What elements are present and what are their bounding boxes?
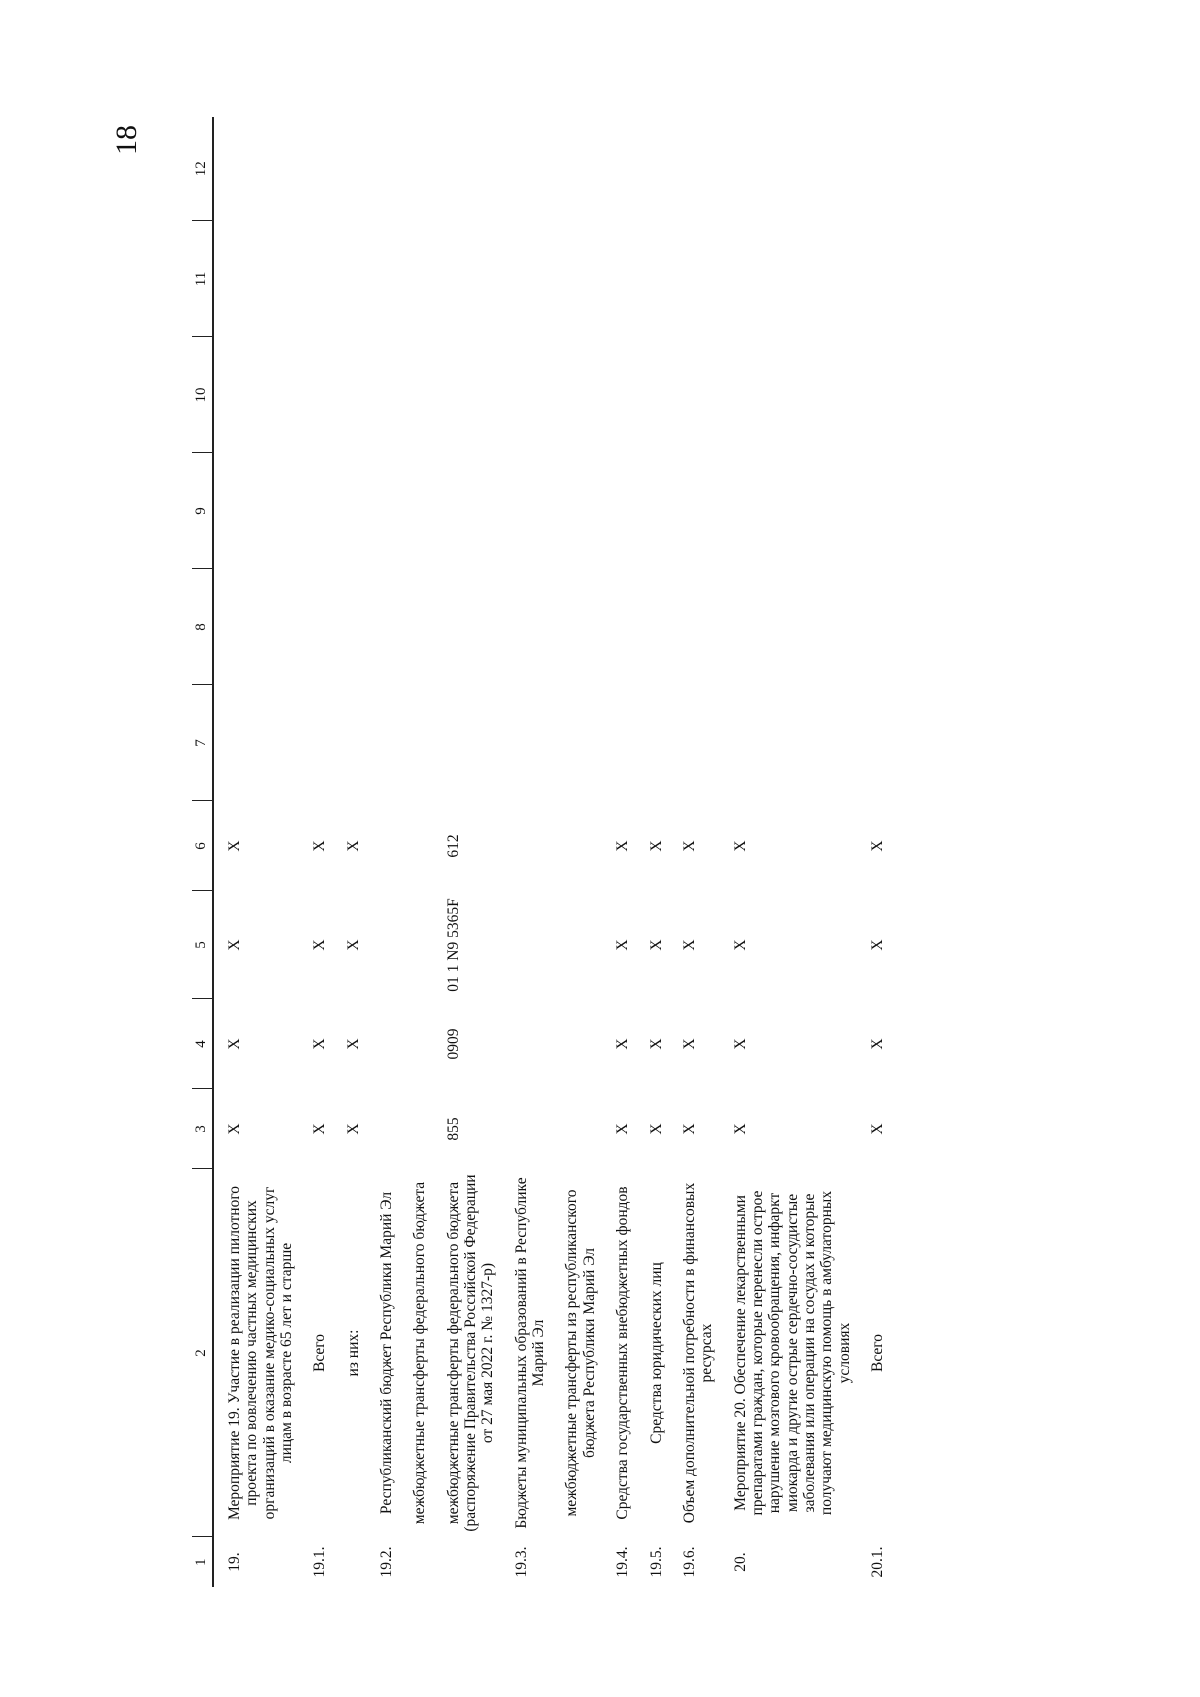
cell-col-5: X [647,939,665,951]
cell-col-3: X [869,1123,887,1135]
cell-col-11 [333,221,366,337]
cell-col-3 [551,1089,602,1169]
column-header-11: 11 [192,221,213,337]
cell-col-6: X [225,840,243,852]
cell-col-4 [399,999,432,1089]
cell-col-10 [299,337,332,453]
table-row [433,117,501,1587]
cell-col-5: X [344,939,362,951]
cell-col-5: X [680,939,698,951]
column-header-7: 7 [192,685,213,801]
cell-col-3 [399,1089,432,1169]
cell-col-12 [433,117,501,221]
cell-col-7 [299,685,332,801]
cell-col-11 [857,221,890,337]
cell-col-5 [399,891,432,999]
cell-col-3 [366,1089,399,1169]
cell-col-12 [602,117,635,221]
cell-col-3: X [344,1123,362,1135]
header-row [192,117,213,1587]
cell-col-4: 0909 [444,1028,462,1060]
table-row [551,117,602,1587]
cell-col-6: X [647,840,665,852]
table-body [213,117,891,1587]
cell-col-9 [299,453,332,569]
row-number: 19.5. [647,1546,665,1578]
cell-col-6: X [869,840,887,852]
cell-col-12 [720,117,858,221]
cell-col-12 [299,117,332,221]
row-number: 19.6. [680,1546,698,1578]
cell-col-4: X [869,1038,887,1050]
cell-col-9 [551,453,602,569]
cell-col-5: X [311,939,329,951]
row-label: Объем дополнительной потребности в финансовых ресурсах [680,1182,716,1524]
cell-col-10 [602,337,635,453]
column-header-4: 4 [192,999,213,1089]
cell-col-7 [333,685,366,801]
cell-col-10 [366,337,399,453]
row-label: из них: [344,1329,362,1377]
cell-col-8 [669,569,720,685]
table-row [501,117,552,1587]
table-row [299,117,332,1587]
column-header-9: 9 [192,453,213,569]
cell-col-10 [636,337,669,453]
cell-col-9 [636,453,669,569]
table-row [857,117,890,1587]
cell-col-10 [333,337,366,453]
cell-col-8 [501,569,552,685]
cell-col-4: X [647,1038,665,1050]
row-number: 20.1. [869,1546,887,1578]
cell-col-11 [213,221,299,337]
cell-col-12 [501,117,552,221]
cell-col-7 [366,685,399,801]
row-number: 19.3. [512,1546,530,1578]
table-header [192,117,213,1587]
cell-col-9 [213,453,299,569]
cell-col-12 [399,117,432,221]
cell-col-8 [433,569,501,685]
cell-col-6 [399,801,432,891]
cell-col-10 [399,337,432,453]
cell-col-10 [857,337,890,453]
cell-col-9 [366,453,399,569]
row-label: межбюджетные трансферты из республиканского бюджета Республики Марий Эл [563,1189,598,1517]
cell-col-6: X [680,840,698,852]
cell-col-5 [551,891,602,999]
cell-col-7 [669,685,720,801]
cell-col-7 [636,685,669,801]
cell-col-11 [433,221,501,337]
table-row [602,117,635,1587]
cell-col-8 [213,569,299,685]
cell-col-4: X [311,1038,329,1050]
table-row [399,117,432,1587]
column-header-2: 2 [192,1169,213,1537]
cell-col-6: X [731,840,749,852]
cell-col-5: X [869,939,887,951]
row-number: 19.4. [614,1546,632,1578]
row-number [333,1537,366,1587]
cell-col-4: X [344,1038,362,1050]
cell-col-7 [857,685,890,801]
column-header-5: 5 [192,891,213,999]
cell-col-5: 01 1 N9 5365F [444,898,462,992]
cell-col-11 [366,221,399,337]
row-label: Всего [311,1334,329,1373]
row-label: Республиканский бюджет Республики Марий Эл [377,1191,395,1515]
row-number: 20. [731,1552,749,1572]
cell-col-4: X [680,1038,698,1050]
budget-table [192,117,891,1587]
row-label: Бюджеты муниципальных образований в Республике Марий Эл [512,1177,548,1529]
row-label: Мероприятие 20. Обеспечение лекарственными препаратами граждан, которые перенесли острое нарушение мозгового кровообращения, инфаркт миокарда и другие острые сердечно-сосудистые заболевания или операции на сосудах и которые получают медицинскую помощь в амбулаторных условиях [731,1190,853,1516]
cell-col-10 [669,337,720,453]
row-number: 19. [225,1552,243,1572]
table-row [720,117,858,1587]
cell-col-11 [299,221,332,337]
row-label: Мероприятие 19. Участие в реализации пилотного проекта по вовлечению частных медицинских организаций в оказание медико-социальных услуг лицам в возрасте 65 лет и старше [225,1185,295,1521]
cell-col-6 [366,801,399,891]
table-row [333,117,366,1587]
cell-col-4 [551,999,602,1089]
cell-col-3: X [647,1123,665,1135]
cell-col-11 [399,221,432,337]
column-header-6: 6 [192,801,213,891]
cell-col-8 [636,569,669,685]
column-header-10: 10 [192,337,213,453]
cell-col-9 [602,453,635,569]
cell-col-9 [399,453,432,569]
cell-col-5: X [731,939,749,951]
cell-col-6: X [344,840,362,852]
cell-col-4: X [731,1038,749,1050]
row-label: Средства юридических лиц [647,1262,665,1444]
cell-col-11 [720,221,858,337]
cell-col-12 [366,117,399,221]
cell-col-11 [669,221,720,337]
cell-col-7 [399,685,432,801]
column-header-1: 1 [192,1537,213,1587]
cell-col-3: X [225,1123,243,1135]
cell-col-3: X [614,1123,632,1135]
cell-col-8 [399,569,432,685]
cell-col-9 [720,453,858,569]
cell-col-3: 855 [444,1117,462,1141]
page-number: 18 [110,125,143,155]
cell-col-9 [433,453,501,569]
cell-col-10 [213,337,299,453]
cell-col-7 [551,685,602,801]
cell-col-4: X [225,1038,243,1050]
row-label: межбюджетные трансферты федерального бюджета [411,1181,429,1525]
row-label: Всего [869,1334,887,1373]
column-header-3: 3 [192,1089,213,1169]
cell-col-12 [636,117,669,221]
cell-col-8 [366,569,399,685]
cell-col-10 [551,337,602,453]
cell-col-6 [501,801,552,891]
table-row [366,117,399,1587]
cell-col-5: X [225,939,243,951]
table-row [636,117,669,1587]
cell-col-5: X [614,939,632,951]
row-number [433,1537,501,1587]
cell-col-10 [720,337,858,453]
cell-col-3: X [311,1123,329,1135]
cell-col-8 [602,569,635,685]
cell-col-11 [551,221,602,337]
row-number [399,1537,432,1587]
cell-col-10 [501,337,552,453]
cell-col-7 [433,685,501,801]
cell-col-3 [501,1089,552,1169]
cell-col-11 [501,221,552,337]
cell-col-8 [857,569,890,685]
cell-col-9 [857,453,890,569]
cell-col-7 [213,685,299,801]
cell-col-11 [602,221,635,337]
cell-col-12 [213,117,299,221]
cell-col-10 [433,337,501,453]
row-label: межбюджетные трансферты федерального бюджета (распоряжение Правительства Российской Федерации от 27 мая 2022 г. № 1327-р) [444,1174,497,1532]
cell-col-6: X [614,840,632,852]
cell-col-7 [602,685,635,801]
column-header-12: 12 [192,117,213,221]
cell-col-4 [366,999,399,1089]
table-row [213,117,299,1587]
cell-col-8 [333,569,366,685]
cell-col-8 [299,569,332,685]
cell-col-12 [857,117,890,221]
cell-col-6: 612 [444,834,462,858]
table-row [669,117,720,1587]
row-label: Средства государственных внебюджетных фондов [614,1186,632,1520]
cell-col-7 [501,685,552,801]
cell-col-3: X [680,1123,698,1135]
cell-col-12 [551,117,602,221]
cell-col-4 [501,999,552,1089]
cell-col-6 [551,801,602,891]
cell-col-6: X [311,840,329,852]
cell-col-9 [333,453,366,569]
cell-col-9 [669,453,720,569]
cell-col-3: X [731,1123,749,1135]
cell-col-5 [366,891,399,999]
row-number [551,1537,602,1587]
cell-col-9 [501,453,552,569]
cell-col-4: X [614,1038,632,1050]
row-number: 19.2. [377,1546,395,1578]
cell-col-12 [333,117,366,221]
cell-col-8 [720,569,858,685]
cell-col-12 [669,117,720,221]
cell-col-7 [720,685,858,801]
cell-col-11 [636,221,669,337]
cell-col-8 [551,569,602,685]
row-number: 19.1. [311,1546,329,1578]
cell-col-5 [501,891,552,999]
column-header-8: 8 [192,569,213,685]
